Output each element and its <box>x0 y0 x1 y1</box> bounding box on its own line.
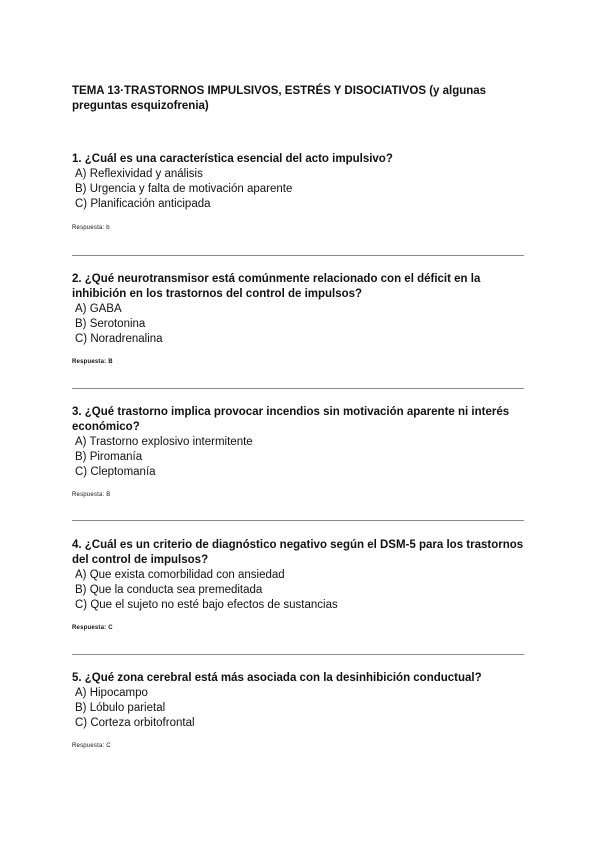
divider <box>72 654 524 655</box>
options-list <box>72 435 532 480</box>
option-a: A) GABA <box>75 303 122 315</box>
options-list <box>72 302 532 347</box>
answer-1: Respuesta: b <box>72 225 110 231</box>
document-title: TEMA 13·TRASTORNOS IMPULSIVOS, ESTRÉS Y DISOCIATIVOS (y algunas preguntas esquizofrenia) <box>72 85 487 112</box>
divider <box>72 520 524 521</box>
option-c: C) Planificación anticipada <box>75 198 211 210</box>
option-a: A) Trastorno explosivo intermitente <box>75 436 253 448</box>
answer-4: Respuesta: C <box>72 625 113 631</box>
option-c: C) Noradrenalina <box>75 333 163 345</box>
option-c: C) Cleptomanía <box>75 466 156 478</box>
question-text: 1. ¿Cuál es una característica esencial del acto impulsivo? <box>72 153 393 165</box>
answer-5: Respuesta: C <box>72 743 111 749</box>
option-b: B) Lóbulo parietal <box>75 702 166 714</box>
answer-2: Respuesta: B <box>72 359 113 365</box>
question-4 <box>72 538 532 613</box>
question-text: 5. ¿Qué zona cerebral está más asociada con la desinhibición conductual? <box>72 672 482 684</box>
option-b: B) Urgencia y falta de motivación aparente <box>75 183 293 195</box>
question-text: 2. ¿Qué neurotransmisor está comúnmente relacionado con el déficit en la inhibición en los trastornos del control de impulsos? <box>72 273 481 300</box>
option-b: B) Que la conducta sea premeditada <box>75 584 263 596</box>
question-5 <box>72 671 532 731</box>
options-list <box>72 568 532 613</box>
question-text: 3. ¿Qué trastorno implica provocar incendios sin motivación aparente ni interés económico? <box>72 406 510 433</box>
option-b: B) Piromanía <box>75 451 143 463</box>
question-text: 4. ¿Cuál es un criterio de diagnóstico negativo según el DSM-5 para los trastornos del control de impulsos? <box>72 539 524 566</box>
divider <box>72 255 524 256</box>
answer-3: Respuesta: B <box>72 492 111 498</box>
options-list <box>72 167 532 212</box>
option-c: C) Que el sujeto no esté bajo efectos de sustancias <box>75 599 338 611</box>
question-1 <box>72 152 532 212</box>
option-a: A) Hipocampo <box>75 687 148 699</box>
options-list <box>72 686 532 731</box>
option-c: C) Corteza orbitofrontal <box>75 717 195 729</box>
option-a: A) Que exista comorbilidad con ansiedad <box>75 569 285 581</box>
divider <box>72 388 524 389</box>
option-a: A) Reflexividad y análisis <box>75 168 203 180</box>
question-2 <box>72 272 532 347</box>
option-b: B) Serotonina <box>75 318 146 330</box>
question-3 <box>72 405 532 480</box>
